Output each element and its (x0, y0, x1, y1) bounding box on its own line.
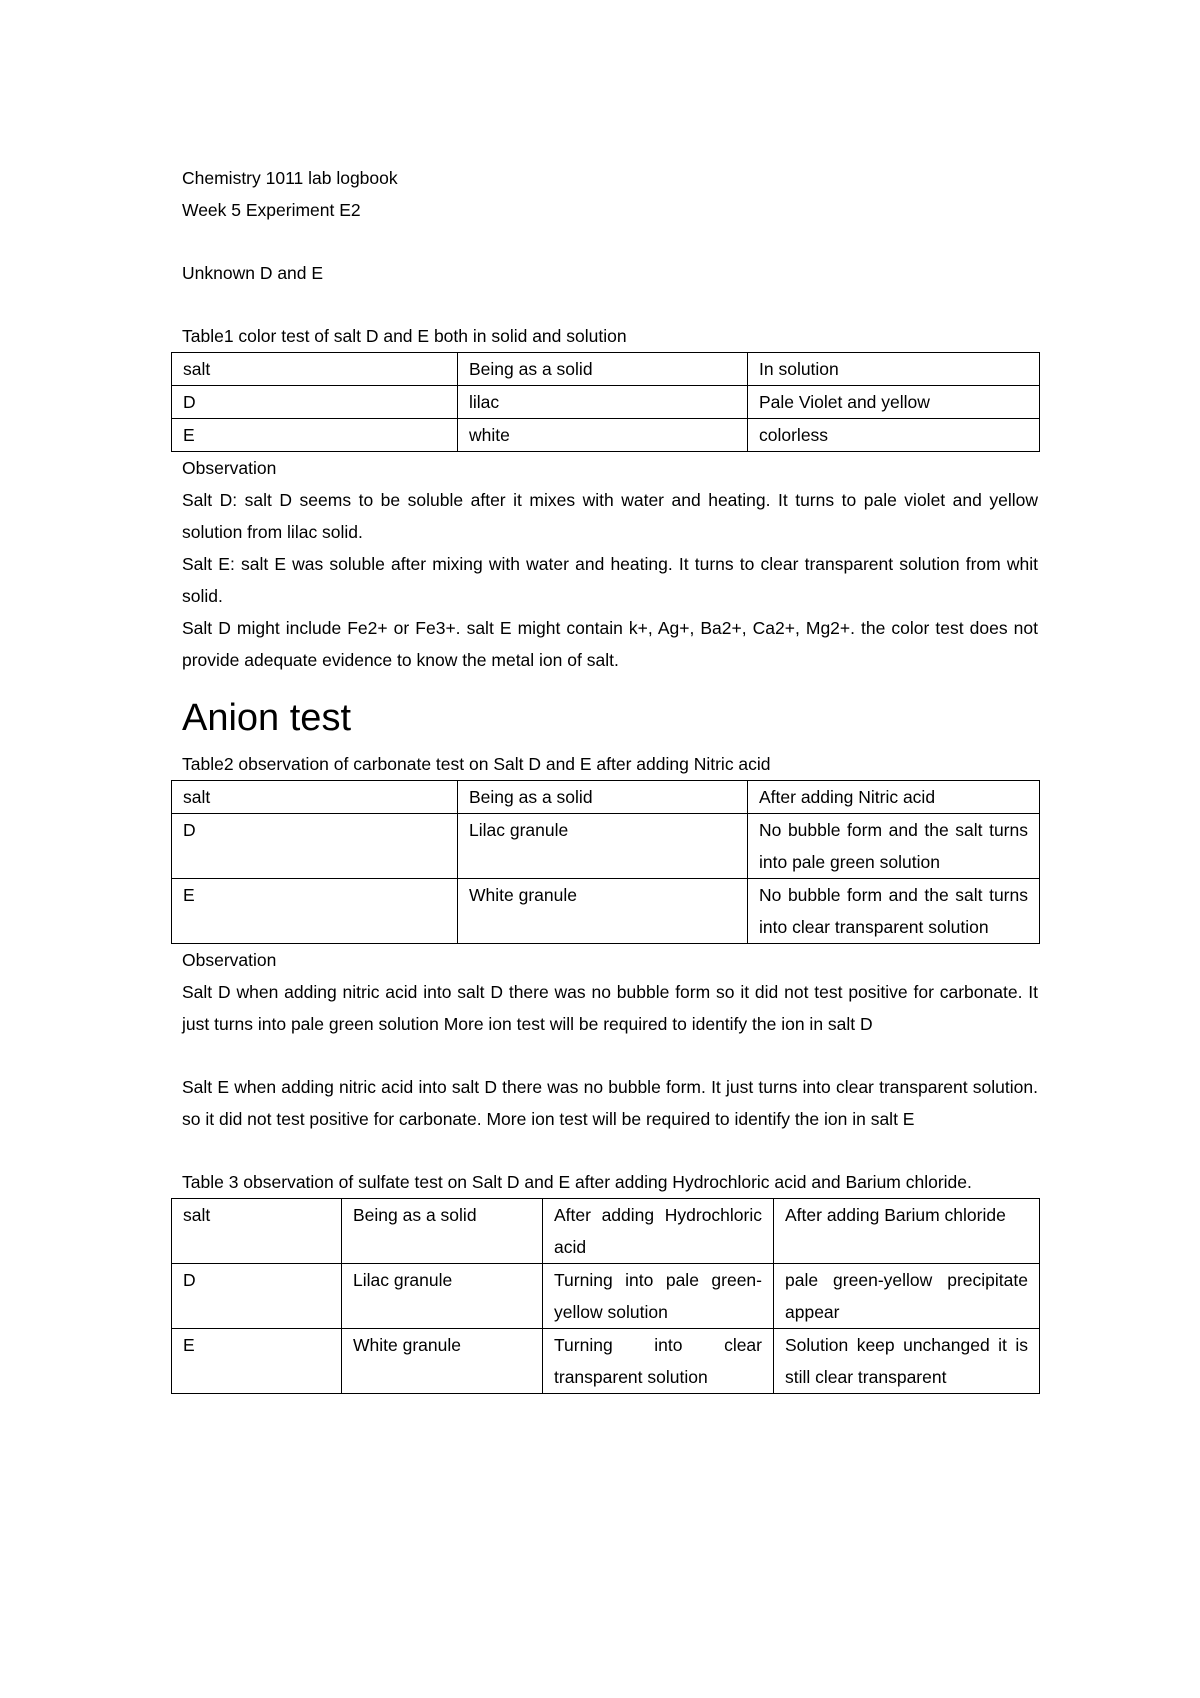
table1 (171, 352, 1040, 452)
table2-caption: Table2 observation of carbonate test on Salt D and E after adding Nitric acid (182, 754, 771, 774)
observation-label: Observation (182, 458, 277, 478)
table-cell: D (172, 814, 458, 879)
table-cell: E (172, 879, 458, 944)
section-heading: Anion test (182, 697, 351, 739)
table-header-cell: salt (172, 1199, 342, 1264)
table-cell: E (172, 419, 458, 452)
table-cell: white (458, 419, 748, 452)
table-cell: colorless (748, 419, 1040, 452)
table-header-cell: Being as a solid (342, 1199, 543, 1264)
table3 (171, 1198, 1040, 1394)
table-row (172, 1264, 1040, 1329)
table-cell: No bubble form and the salt turns into clear transparent solution (748, 879, 1040, 944)
document-page (182, 162, 1038, 1394)
observation-paragraph: Salt D: salt D seems to be soluble after it mixes with water and heating. It turns to pale violet and yellow solution from lilac solid. (182, 490, 1038, 542)
table-cell: lilac (458, 386, 748, 419)
table-cell: Turning into clear transparent solution (543, 1329, 774, 1394)
table3-caption: Table 3 observation of sulfate test on Salt D and E after adding Hydrochloric acid and Barium chloride. (182, 1172, 972, 1192)
doc-subtitle: Week 5 Experiment E2 (182, 200, 361, 220)
table-cell: D (172, 1264, 342, 1329)
table-header-cell: salt (172, 353, 458, 386)
table-cell: White granule (458, 879, 748, 944)
table-header-cell: Being as a solid (458, 353, 748, 386)
table-header-row (172, 781, 1040, 814)
table-header-row (172, 1199, 1040, 1264)
table1-caption: Table1 color test of salt D and E both in solid and solution (182, 326, 627, 346)
observation-label: Observation (182, 950, 277, 970)
table-row (172, 879, 1040, 944)
truncated-cell-text: Solution keep unchanged it is still clear transparent (785, 1335, 1028, 1387)
table-cell: D (172, 386, 458, 419)
table-cell: E (172, 1329, 342, 1394)
table-header-cell: After adding Nitric acid (748, 781, 1040, 814)
unknowns-label: Unknown D and E (182, 263, 324, 283)
table-cell: Turning into pale green-yellow solution (543, 1264, 774, 1329)
table-header-cell: salt (172, 781, 458, 814)
table-cell: Lilac granule (342, 1264, 543, 1329)
observation-paragraph: Salt D when adding nitric acid into salt D there was no bubble form so it did not test positive for carbonate. It just turns into pale green solution More ion test will be required to identify the ion in salt D (182, 982, 1038, 1034)
table-cell: White granule (342, 1329, 543, 1394)
observation-paragraph: Salt D might include Fe2+ or Fe3+. salt E might contain k+, Ag+, Ba2+, Ca2+, Mg2+. the color test does not provide adequate evidence to know the metal ion of salt. (182, 618, 1038, 670)
table-row (172, 1329, 1040, 1394)
table-row (172, 814, 1040, 879)
table-header-cell: After adding Barium chloride (774, 1199, 1040, 1264)
doc-title: Chemistry 1011 lab logbook (182, 168, 398, 188)
table-header-cell: Being as a solid (458, 781, 748, 814)
table2 (171, 780, 1040, 944)
observation-paragraph: Salt E when adding nitric acid into salt D there was no bubble form. It just turns into clear transparent solution. so it did not test positive for carbonate. More ion test will be required to identify the ion in salt E (182, 1077, 1038, 1129)
table-row (172, 419, 1040, 452)
table-cell: Pale Violet and yellow (748, 386, 1040, 419)
observation-paragraph: Salt E: salt E was soluble after mixing with water and heating. It turns to clear transparent solution from whit solid. (182, 554, 1038, 606)
table-header-cell: After adding Hydrochloric acid (543, 1199, 774, 1264)
table-cell (774, 1329, 1040, 1394)
table-cell: No bubble form and the salt turns into pale green solution (748, 814, 1040, 879)
table-cell: Lilac granule (458, 814, 748, 879)
table-header-cell: In solution (748, 353, 1040, 386)
table-header-row (172, 353, 1040, 386)
table-cell: pale green-yellow precipitate appear (774, 1264, 1040, 1329)
table-row (172, 386, 1040, 419)
